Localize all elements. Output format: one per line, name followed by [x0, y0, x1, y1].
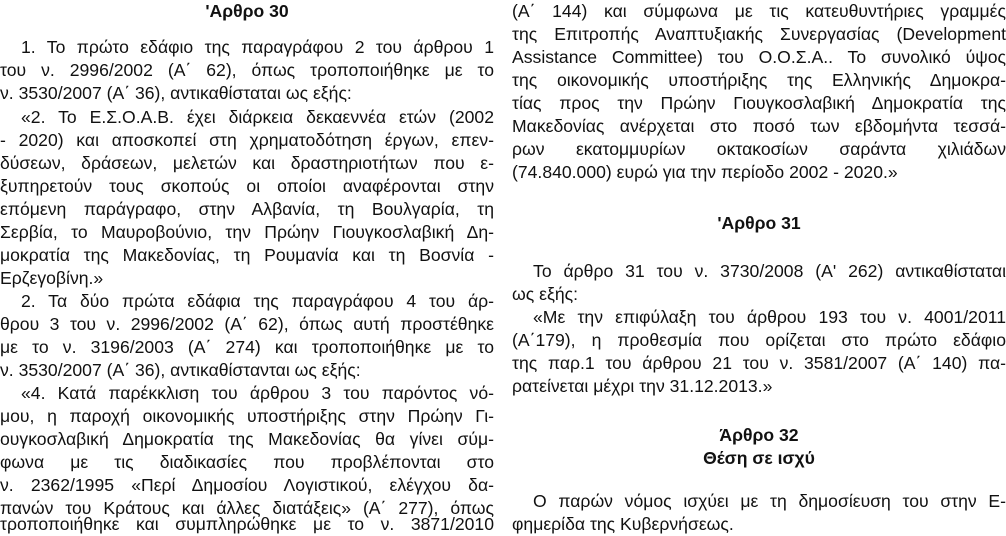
- text-line: ουγκοσλαβική Δημοκρατία της Μακεδονίας θα γίνει σύμ-: [0, 429, 494, 449]
- text-line: Το άρθρο 31 του ν. 3730/2008 (Α' 262) αντικαθίσταται: [533, 261, 1006, 281]
- article-32-subheading: Θέση σε ισχύ: [703, 448, 815, 468]
- text-line: μου, η παροχή οικονομικής υποστήριξης στην Πρώην Γι-: [0, 406, 494, 426]
- text-line: 2. Τα δύο πρώτα εδάφια της παραγράφου 4 του άρ-: [21, 291, 494, 311]
- text-line: (Α΄179), η προθεσμία που ορίζεται στο πρώτο εδάφιο: [512, 330, 1006, 350]
- text-line: ξυπηρετούν τους σκοπούς οι οποίοι αναφέρονται στην: [0, 176, 494, 196]
- text-line: Assistance Committee) του Ο.Ο.Σ.Α.. Το συνολικό ύψος: [512, 47, 1006, 67]
- text-line: τροποποιήθηκε και συμπληρώθηκε με το ν. 3871/2010: [0, 514, 494, 534]
- text-line: Ερζεγοβίνη.»: [0, 268, 104, 288]
- text-line: με το ν. 3196/2003 (Α΄ 274) και τροποποιήθηκε με το: [0, 337, 494, 357]
- text-line: 1. Το πρώτο εδάφιο της παραγράφου 2 του άρθρου 1: [21, 37, 494, 57]
- text-line: δύσεων, δράσεων, μελετών και δραστηριοτήτων που ε-: [0, 153, 494, 173]
- text-line: ν. 3530/2007 (Α΄ 36), αντικαθίστανται ως εξής:: [0, 360, 361, 380]
- text-line: ρατείνεται μέχρι την 31.12.2013.»: [512, 376, 773, 396]
- text-line: «Με την επιφύλαξη του άρθρου 193 του ν. 4001/2011: [533, 307, 1006, 327]
- article-32-heading: Άρθρο 32: [719, 425, 799, 445]
- article-31-heading: 'Αρθρο 31: [717, 213, 801, 233]
- text-line: της παρ.1 του άρθρου 21 του ν. 3581/2007 (Α΄ 140) πα-: [512, 353, 1006, 373]
- text-line: Ο παρών νόμος ισχύει με τη δημοσίευση του στην Ε-: [533, 491, 1006, 511]
- text-line: της οικονομικής υποστήριξης της Ελληνικής Δημοκρα-: [512, 70, 1006, 90]
- text-line: ως εξής:: [512, 284, 578, 304]
- text-line: «2. Το Ε.Σ.Ο.Α.Β. έχει διάρκεια δεκαεννέα ετών (2002: [21, 107, 494, 127]
- text-line: φωνα με τις διαδικασίες που προβλέπονται στο: [0, 452, 494, 472]
- text-line: της Επιτροπής Αναπτυξιακής Συνεργασίας (Development: [512, 24, 1006, 44]
- text-line: - 2020) και αποσκοπεί στη χρηματοδότηση έργων, επεν-: [0, 130, 494, 150]
- text-line: (74.840.000) ευρώ για την περίοδο 2002 - 2020.»: [512, 162, 898, 182]
- text-line: πανών του Κράτους και άλλες διατάξεις» (Α΄ 277), όπως: [0, 498, 494, 518]
- text-line: μοκρατία της Μακεδονίας, τη Ρουμανία και τη Βοσνία -: [0, 245, 494, 265]
- text-line: τίας προς την Πρώην Γιουγκοσλαβική Δημοκρατία της: [512, 93, 1006, 113]
- text-line: (Α΄ 144) και σύμφωνα με τις κατευθυντήριες γραμμές: [512, 1, 1006, 21]
- text-line: ν. 2362/1995 «Περί Δημοσίου Λογιστικού, ελέγχου δα-: [0, 475, 494, 495]
- text-line: φημερίδα της Κυβερνήσεως.: [512, 514, 734, 534]
- text-line: ρων εκατομμυρίων οκτακοσίων σαράντα χιλιάδων: [512, 139, 1006, 159]
- text-line: Σερβία, το Μαυροβούνιο, την Πρώην Γιουγκοσλαβική Δη-: [0, 222, 494, 242]
- text-line: «4. Κατά παρέκκλιση του άρθρου 3 του παρόντος νό-: [21, 383, 494, 403]
- text-line: θρου 3 του ν. 2996/2002 (Α΄ 62), όπως αυτή προστέθηκε: [0, 314, 494, 334]
- text-line: επόμενη παράγραφο, στην Αλβανία, τη Βουλγαρία, τη: [0, 199, 494, 219]
- text-line: του ν. 2996/2002 (Α΄ 62), όπως τροποποιήθηκε με το: [0, 60, 494, 80]
- text-line: ν. 3530/2007 (Α΄ 36), αντικαθίσταται ως εξής:: [0, 83, 352, 103]
- text-line: Μακεδονίας ανέρχεται στο ποσό των εβδομήντα τεσσά-: [512, 116, 1006, 136]
- article-30-heading: 'Αρθρο 30: [205, 1, 289, 21]
